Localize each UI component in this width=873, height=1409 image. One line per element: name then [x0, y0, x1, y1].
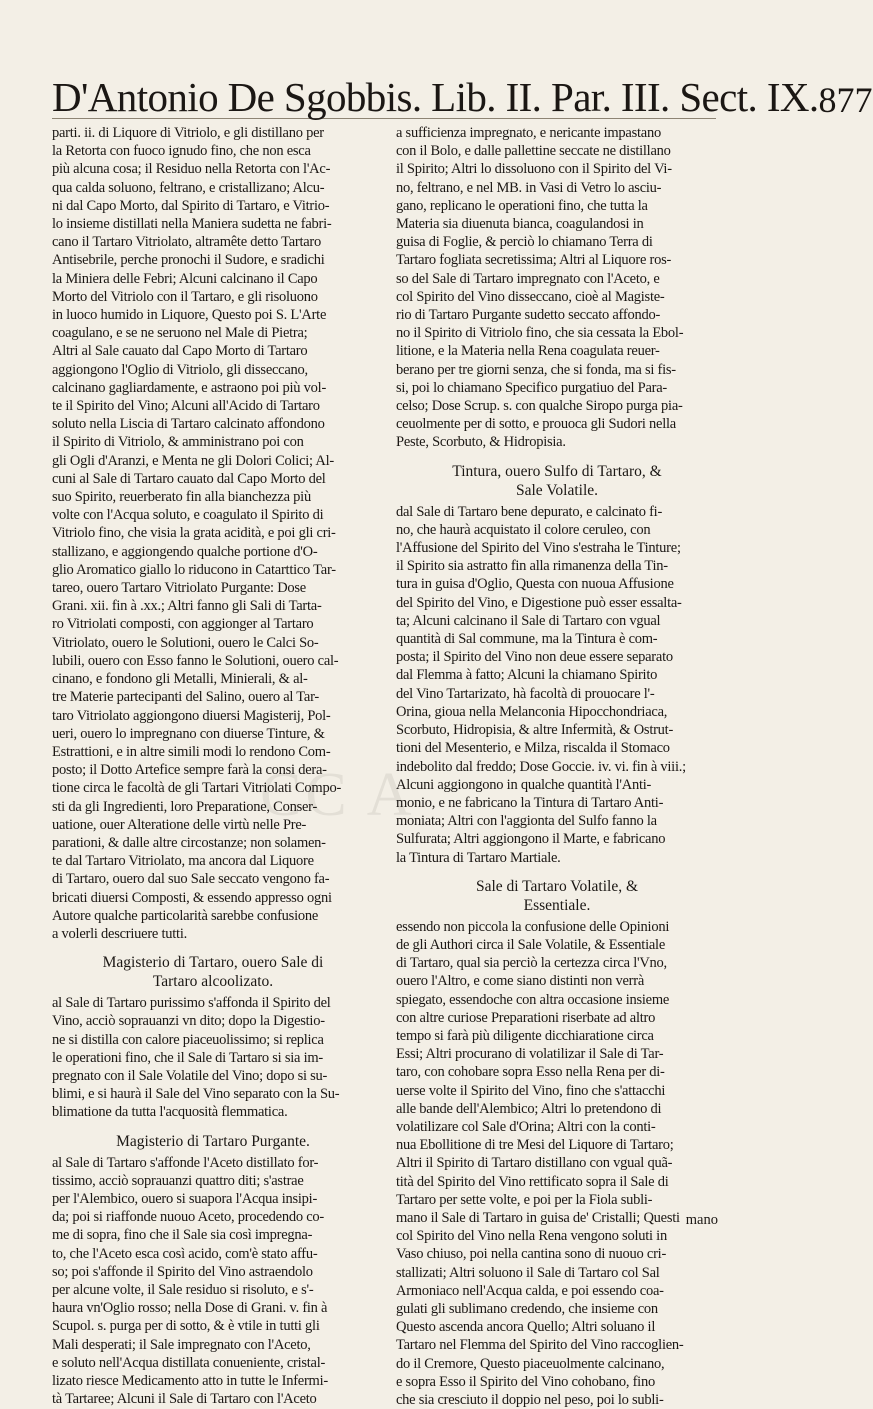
section-heading: Tintura, ouero Sulfo di Tartaro, & Sale Volatile.	[452, 462, 662, 499]
text-paragraph: dal Sale di Tartaro bene depurato, e calcinato fi- no, che haurà acquistato il colore ceruleo, con l'Affusione del Spirito del Vino s'estraha le Tinture; il Spirito sia astratto fin alla rimanenza della Tin- tura in guisa d'Oglio, Questa con nuoua Affusione del Spirito del Vino, e Digestione può esser essalta- ta; Alcuni calcinano il Sale di Tartaro con vgual quantità di Sal commune, ma la Tintura è com- posta; il Spirito del Vino non deue essere separato dal Flemma à fatto; Alcuni la chiamano Spirito del Vino Tartarizato, hà facoltà di prouocare l'- Orina, gioua nella Melanconia Hipocchondriaca, Scorbuto, Hidropisia, & altre Infermità, & Ostrut- tioni del Mesenterio, e Milza, riscalda il Stomaco indebolito dal freddo; Dose Goccie. iv. vi. fin à viii.; Alcuni aggiongono in qualche quantità l'Anti- monio, e ne fabricano la Tintura di Tartaro Anti- moniata; Altri con l'aggionta del Sulfo fanno la Sulfurata; Altri aggiongono il Marte, e fabricano la Tintura di Tartaro Martiale.	[396, 503, 686, 866]
running-title: D'Antonio De Sgobbis. Lib. II. Par. III. Sect. IX.	[52, 74, 819, 120]
text-paragraph: essendo non piccola la confusione delle Opinioni de gli Authori circa il Sale Volatile, & Essentiale di Tartaro, qual sia perciò la certezza circa l'Vno, ouero l'Altro, e come siano distinti non verrà spiegato, essendoche con altra occasione insieme con altre curiose Preparationi riserbate ad altro tempo si farà più diligente dicchiaratione circa Essi; Altri procurano di volatilizar il Sale di Tar- taro, con cohobare sopra Esso nella Rena per di- uerse volte il Spirito del Vino, fino che s'attacchi alle bande dell'Alembico; Altri lo pretendono di volatilizare col Sale d'Orina; Altri con la conti- nua Ebollitione di tre Mesi del Liquore di Tartaro; Altri il Spirito di Tartaro distillano con vgual quã- tità del Spirito del Vino rettificato sopra il Sale di Tartaro per sette volte, e poi per la Fiola subli- mano il Sale di Tartaro in guisa de' Cristalli; Questi col Spirito del Vino nella Rena vengono soluti in Vaso chiuso, poi nella cantina sono di nuouo cri- stallizati; Altri soluono il Sale di Tartaro col Sal Armoniaco nell'Acqua calda, e poi essendo coa- gulati gli sublimano credendo, che insieme con Questo ascenda ancora Quello; Altri soluano il Tartaro nel Flemma del Spirito del Vino raccoglien- do il Cremore, Questo piaceuolmente calcinano, e sopra Esso il Spirito del Vino cohobano, fino che sia cresciuto il doppio nel peso, poi lo subli-	[396, 918, 684, 1408]
text-paragraph: a sufficienza impregnato, e nericante impastano con il Bolo, e dalle pallettine seccate ne distillano il Spirito; Altri lo dissoluono con il Spirito del Vi- no, feltrano, e nel MB. in Vasi di Vetro lo asciu- gano, replicano le operationi fino, che tutta la Materia sia diuenuta bianca, coagulandosi in guisa di Foglie, & perciò lo chiamano Terra di Tartaro fogliata secretissima; Altri al Liquore ros- so del Sale di Tartaro impregnato con l'Aceto, e col Spirito del Vino disseccano, cioè al Magiste- rio di Tartaro Purgante sudetto seccato affondo- no il Spirito di Vitriolo fino, che sia cessata la Ebol- litione, e la Materia nella Rena coagulata reuer- berano per tre giorni senza, che si fonda, ma si fis- si, poi lo chiamano Specifico purgatiuo del Para- celso; Dose Scrup. s. con qualche Siropo purga pia- ceuolmente per di sotto, e prouoca gli Sudori nella Peste, Scorbuto, & Hidropisia.	[396, 125, 684, 451]
section-heading: Magisterio di Tartaro Purgante.	[116, 1132, 310, 1150]
left-column	[52, 124, 374, 1408]
text-columns	[52, 124, 718, 1408]
right-column	[396, 124, 718, 1408]
page-header	[52, 66, 873, 120]
section-heading: Magisterio di Tartaro, ouero Sale di Tartaro alcoolizato.	[102, 954, 324, 991]
text-paragraph: al Sale di Tartaro s'affonde l'Aceto distillato for- tissimo, acciò soprauanzi quattro diti; s'astrae per l'Alembico, ouero si suapora l'Acqua insipi- da; poi si riaffonde nuouo Aceto, procedendo co- me di sopra, fino che il Sale sia così impregna- to, che l'Aceto esca così acido, com'è stato affu- so; poi s'affonde il Spirito del Vino astraendolo per alcune volte, il Sale residuo si risoluto, e s'- haura vn'Oglio rosso; nella Dose di Grani. v. fin à Scupol. s. purga per di sotto, & è vtile in tutti gli Mali desperati; il Sale impregnato con l'Aceto, e soluto nell'Acqua distillata conueniente, cristal- lizato riesce Medicamento atto in tutte le Infermi- tà Tartaree; Alcuni il Sale di Tartaro con l'Aceto	[52, 1154, 328, 1408]
bleed-through-show: CC A	[260, 761, 416, 829]
section-heading: Sale di Tartaro Volatile, & Essentiale.	[475, 877, 639, 914]
catchword: mano	[685, 1212, 718, 1228]
page-number: 877	[818, 80, 873, 120]
text-paragraph: parti. ii. di Liquore di Vitriolo, e gli distillano per la Retorta con fuoco ignudo fino, che non esca più alcuna cosa; il Residuo nella Retorta con l'Ac- qua calda soluono, feltrano, e cristallizano; Alcu- ni dal Capo Morto, dal Spirito di Tartaro, e Vitrio- lo insieme distillati nella Maniera sudetta ne fabri- cano il Tartaro Vitriolato, altramête detto Tartaro Antisebrile, perche pronochi il Sudore, e sradichi la Miniera delle Febri; Alcuni calcinano il Capo Morto del Vitriolo con il Tartaro, e gli risoluono in luoco humido in Liquore, Questo poi S. L'Arte coagulano, e se ne seruono nel Male di Pietra; Altri al Sale cauato dal Capo Morto di Tartaro aggiongono l'Oglio di Vitriolo, gli disseccano, calcinano gagliardamente, e astraono poi più vol- te il Spirito del Vino; Alcuni all'Acido di Tartaro soluto nella Liscia di Tartaro calcinato affondono il Spirito di Vitriolo, & amministrano poi con gli Ogli d'Aranzi, e Menta ne gli Dolori Colici; Al- cuni al Sale di Tartaro cauato dal Capo Morto del suo Spirito, reuerberato fin alla bianchezza più volte con l'Acqua soluto, e coagulato il Spirito di Vitriolo fino, che visia la grata acidità, e poi gli cri- stallizano, e aggiongendo qualche portione d'O- glio Aromatico giallo lo riducono in Catarttico Tar- tareo, ouero Tartaro Vitriolato Purgante: Dose Grani. xii. fin à .xx.; Altri fanno gli Sali di Tarta- ro Vitriolati composti, con aggionger al Tartaro Vitriolato, ouero le Solutioni, ouero le Calci So- lubili, ouero con Esso fanno le Solutioni, ouero cal- cinano, e fondono gli Metalli, Minierali, & al- tre Materie partecipanti del Salino, ouero al Tar- taro Vitriolato aggiongono diuersi Magisterij, Pol- ueri, ouero lo impregnano con diuerse Tinture, & Estrattioni, e in altre simili modi lo rendono Com- posto; il Dotto Artefice sempre farà la consi dera- tione circa le facoltà de gli Tartari Vitriolati Compo- sti da gli Ingredienti, loro Preparatione, Conser- uatione, ouer Alteratione delle virtù nelle Pre- parationi, & dalle altre circostanze; non solamen- te dal Tartaro Vitriolato, ma ancora dal Liquore di Tartaro, ouero dal suo Sale seccato vengono fa- bricati diuersi Composti, & essendo appresso ogni Autore qualche particolarità sarebbe confusione a volerli descriuere tutti.	[52, 125, 342, 942]
text-paragraph: al Sale di Tartaro purissimo s'affonda il Spirito del Vino, acciò soprauanzi vn dito; dopo la Digestio- ne si distilla con calore piaceuolissimo; si replica le operationi fino, che il Sale di Tartaro si sia im- pregnato con il Sale Volatile del Vino; dopo si su- blimi, e si haurà il Sale del Vino separato con la Su- blimatione da tutta l'acquosità flemmatica.	[52, 995, 340, 1121]
